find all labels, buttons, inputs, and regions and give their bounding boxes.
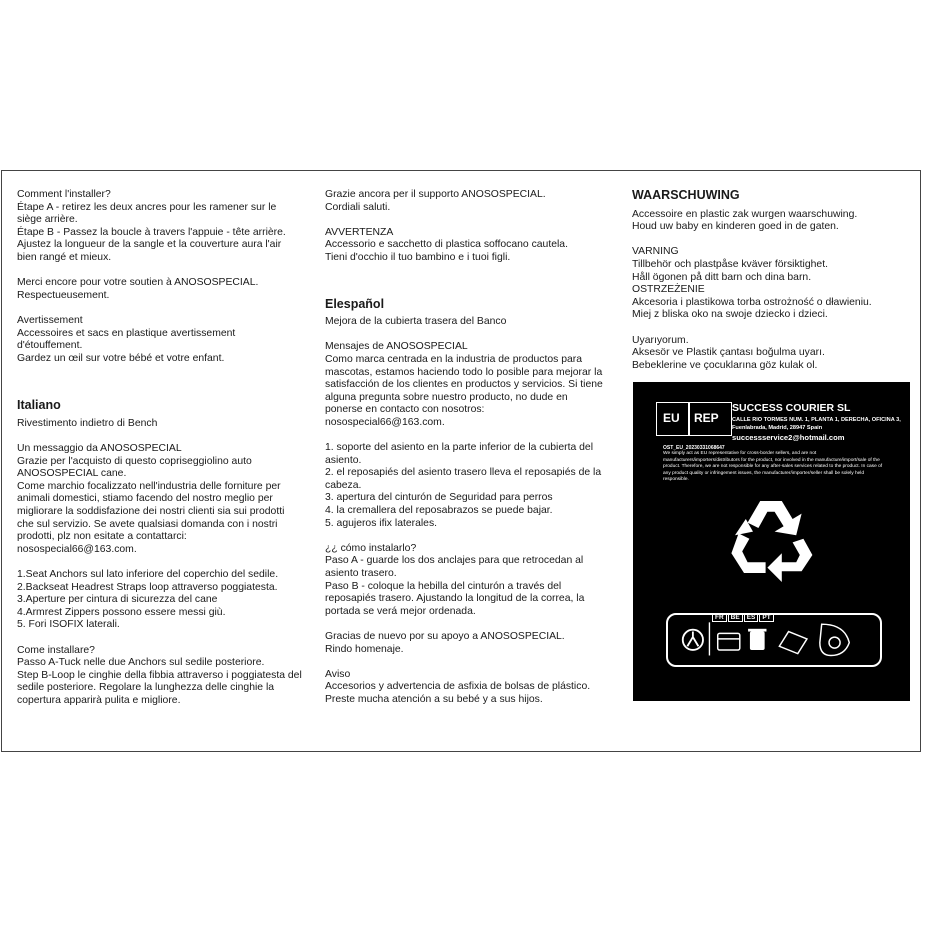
sv-pl-warning: VARNING Tillbehör och plastpåse kväver försiktighet. Håll ögonen på ditt barn och dina barn. OSTRZEŻENIE Akcesoria i plastikowa torba ostrożność o dławieniu. Miej z bliska oko na swoje dziecko i dzieci.: [632, 246, 872, 321]
fr-thanks: Merci encore pour votre soutien à ANOSOSPECIAL. Respectueusement.: [17, 277, 259, 301]
es-thanks: Gracias de nuevo por su apoyo a ANOSOSPECIAL. Rindo homenaje.: [325, 631, 565, 655]
es-message: Mensajes de ANOSOSPECIAL Como marca centrada en la industria de productos para mascotas, estamos haciendo todo lo posible para mejorar la satisfacción de los clientes en productos y servicios. Si tiene alguna pregunta sobre nuestro producto, no dude en ponerse en contacto con nosotros: nosospecial66@163.com.: [325, 341, 603, 428]
eu-disclaimer: We simply act as EU representative for cross-border sellers, and are not manufacturers/importers/distributors for the product, nor involved in the manufacture/import/sale of the product. Therefore, we are not responsible for any after-sales services related to the product. In case of any product quality or infringement issues, the manufacturer/importer/seller shall be solely held responsible.: [663, 451, 883, 482]
eu-company-name: SUCCESS COURIER SL: [732, 402, 851, 414]
paper-box-icon: [718, 633, 740, 650]
lang-code: ES: [744, 613, 759, 622]
it-thanks: Grazie ancora per il supporto ANOSOSPECIAL. Cordiali saluti.: [325, 189, 546, 213]
es-warning: Aviso Accesorios y advertencia de asfixia de bolsas de plástico. Preste mucha atención a su bebé y a sus hijos.: [325, 668, 591, 705]
tr-warning: Uyarıyorum. Aksesör ve Plastik çantası boğulma uyarı. Bebeklerine ve çocuklarına göz kulak ol.: [632, 334, 825, 371]
nl-warning: Accessoire en plastic zak wurgen waarschuwing. Houd uw baby en kinderen goed in de gaten.: [632, 208, 858, 233]
recycle-icon: [726, 492, 816, 582]
es-subtitle: Mejora de la cubierta trasera del Banco: [325, 316, 507, 328]
eu-code: OST_EU_20230331068647: [663, 445, 725, 451]
country-codes: [712, 613, 775, 622]
es-features: 1. soporte del asiento en la parte inferior de la cubierta del asiento. 2. el reposapiés del asiento trasero lleva el reposapiés de la cabeza. 3. apertura del cinturón de Seguridad para perros 4. la cremallera del reposabrazos se puede bajar. 5. agujeros ifix laterales.: [325, 442, 602, 529]
lang-code: PT: [759, 613, 773, 622]
eu-rep-badge: [656, 402, 732, 436]
column-italian-spanish: [325, 189, 607, 707]
bin-icon: [748, 629, 766, 650]
it-howto: Come installare? Passo A-Tuck nelle due Anchors sul sedile posteriore. Step B-Loop le cinghie della fibbia attraverso i poggiatesta del sedile posteriore. Regolare la lunghezza delle cinghie la copertura apparirà pulita e migliore.: [17, 644, 302, 706]
it-features: 1.Seat Anchors sul lato inferiore del coperchio del sedile. 2.Backseat Headrest Straps loop attraverso poggiatesta. 3.Aperture per cintura di sicurezza del cane 4.Armrest Zippers possono essere messi giù. 5. Fori ISOFIX laterali.: [17, 569, 279, 631]
eu-address: CALLE RIO TORMES NUM. 1, PLANTA 1, DERECHA, OFICINA 3, Fuenlabrada, Madrid, 28947 Spain: [732, 417, 901, 431]
rep-label: REP: [694, 411, 719, 425]
it-subtitle: Rivestimento indietro di Bench: [17, 417, 158, 429]
triman-icon: [683, 630, 703, 650]
leaflet-sheet: [1, 170, 921, 752]
it-message: Un messaggio da ANOSOSPECIAL Grazie per l'acquisto di questo copriseggiolino auto ANOSOSPECIAL cane. Come marchio focalizzato nell'industria delle forniture per animali domestici, stiamo facendo del nostro meglio per migliorare la soddisfazione dei nostri clienti sia sui prodotti che sul servizio. Se avete qualsiasi domanda con i nostri prodotti, plz non esitate a contattarci: nosospecial66@163.com.: [17, 443, 285, 555]
it-warning: AVVERTENZA Accessorio e sacchetto di plastica soffocano cautela. Tieni d'occhio il tuo bambino e i tuoi figli.: [325, 226, 568, 263]
column-warnings: [632, 189, 914, 372]
eu-representative-panel: [633, 382, 910, 701]
fr-howto: Comment l'installer? Étape A - retirez les deux ancres pour les ramener sur le siège arrière. Étape B - Passez la boucle à travers l'appuie - tête arrière. Ajustez la longueur de la sangle et la couverture aura l'air bien rangé et mieux.: [17, 189, 286, 263]
es-howto: ¿¿ cómo instalarlo? Paso A - guarde los dos anclajes para que retrocedan al asiento trasero. Paso B - coloque la hebilla del cinturón a través del reposapiés trasero. Ajustando la longitud de la correa, la portada se verá mejor ordenada.: [325, 542, 585, 617]
plastic-bag-icon: [779, 632, 807, 654]
eu-label: EU: [663, 411, 680, 425]
dutch-warning-heading: WAARSCHUWING: [632, 188, 740, 202]
column-french-italian: [17, 189, 302, 708]
lang-code: BE: [728, 613, 743, 622]
spanish-heading: Elespañol: [325, 296, 385, 311]
italian-heading: Italiano: [17, 398, 61, 413]
lang-code: FR: [712, 613, 727, 622]
bottle-icon: [820, 624, 849, 655]
eu-email: successservice2@hotmail.com: [732, 433, 845, 442]
fr-warning: Avertissement Accessoires et sacs en plastique avertissement d'étouffement. Gardez un œil sur votre bébé et votre enfant.: [17, 314, 236, 364]
